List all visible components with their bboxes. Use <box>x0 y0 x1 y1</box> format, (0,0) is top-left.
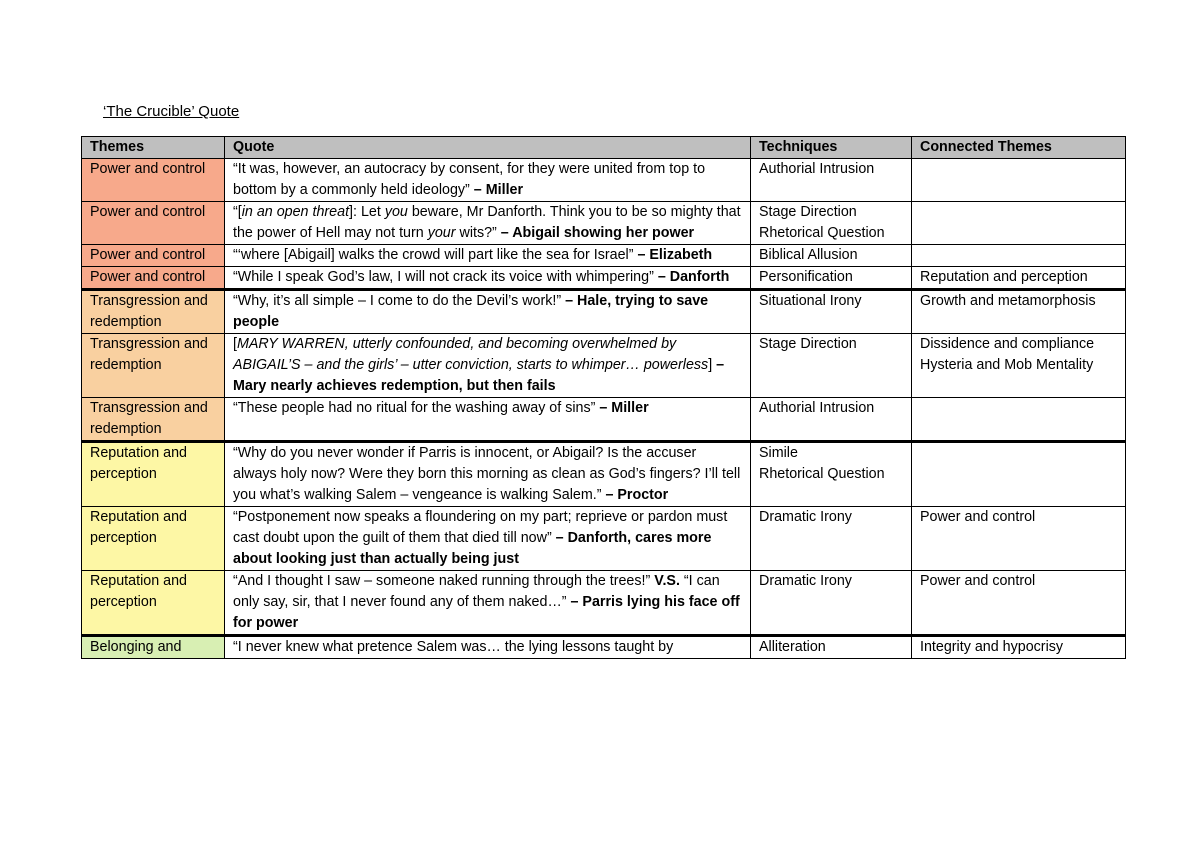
quote-text: “Postponement now speaks a floundering on my part; reprieve or pardon must cast doubt upon the guilt of them that died till now” <box>233 509 728 546</box>
table-row <box>82 571 1126 636</box>
technique-cell: Authorial Intrusion <box>751 398 912 442</box>
quote-cell <box>225 442 751 507</box>
quote-cell <box>225 159 751 202</box>
theme-cell: Power and control <box>82 159 225 202</box>
technique-cell: Dramatic Irony <box>751 571 912 636</box>
quote-text: “[ <box>233 204 242 220</box>
quote-cell <box>225 571 751 636</box>
table-row <box>82 442 1126 507</box>
theme-cell: Power and control <box>82 202 225 245</box>
quote-text: “And I thought I saw – someone naked running through the trees!” <box>233 573 655 589</box>
connected-cell: Integrity and hypocrisy <box>912 636 1126 659</box>
technique-cell: Authorial Intrusion <box>751 159 912 202</box>
quote-attribution: – Proctor <box>605 487 669 503</box>
quote-text: “‘where [Abigail] walks the crowd will part like the sea for Israel” <box>233 247 638 263</box>
table-row <box>82 267 1126 290</box>
connected-cell: Power and control <box>912 571 1126 636</box>
quote-attribution: – Danforth, cares more about looking just than actually being just <box>233 530 712 567</box>
connected-cell: Reputation and perception <box>912 267 1126 290</box>
quote-cell <box>225 507 751 571</box>
connected-cell <box>912 159 1126 202</box>
table-row <box>82 398 1126 442</box>
quote-attribution: – Hale, trying to save people <box>233 293 709 330</box>
quote-cell <box>225 334 751 398</box>
quote-attribution: – Mary nearly achieves redemption, but then fails <box>233 357 725 394</box>
header-row <box>82 137 1126 159</box>
quote-italic: your <box>427 225 456 241</box>
quote-cell <box>225 398 751 442</box>
technique-cell: Stage Direction <box>751 334 912 398</box>
theme-cell: Belonging and <box>82 636 225 659</box>
technique-item: Stage Direction <box>759 204 857 220</box>
quote-attribution: – Miller <box>599 400 649 416</box>
technique-cell: Alliteration <box>751 636 912 659</box>
quote-text: “While I speak God’s law, I will not crack its voice with whimpering” <box>233 269 658 285</box>
quote-text: ] <box>708 357 717 373</box>
table-row <box>82 636 1126 659</box>
quote-text: “Why, it’s all simple – I come to do the Devil’s work!” <box>233 293 566 309</box>
quote-text: [ <box>233 336 237 352</box>
technique-cell: Personification <box>751 267 912 290</box>
theme-cell: Power and control <box>82 245 225 267</box>
header-techniques: Techniques <box>751 137 912 159</box>
connected-cell: Power and control <box>912 507 1126 571</box>
quote-text: “I can only say, sir, that I never found any of them naked…” <box>233 573 720 610</box>
quote-cell <box>225 290 751 334</box>
technique-cell <box>751 202 912 245</box>
theme-cell: Reputation and perception <box>82 571 225 636</box>
technique-cell: Situational Irony <box>751 290 912 334</box>
quote-cell <box>225 202 751 245</box>
connected-cell: Growth and metamorphosis <box>912 290 1126 334</box>
quote-attribution: – Miller <box>473 182 524 198</box>
quote-text: “Why do you never wonder if Parris is innocent, or Abigail? Is the accuser always holy now? Were they born this morning as clean as God’s fingers? I’ll tell you what’s walking Salem – vengeance is walking Salem.” <box>233 445 741 503</box>
technique-cell: Dramatic Irony <box>751 507 912 571</box>
table-row <box>82 507 1126 571</box>
header-themes: Themes <box>82 137 225 159</box>
quote-cell <box>225 267 751 290</box>
technique-item: Simile <box>759 445 798 461</box>
theme-cell: Reputation and perception <box>82 507 225 571</box>
quote-table <box>81 136 1126 659</box>
quote-cell <box>225 245 751 267</box>
connected-cell <box>912 245 1126 267</box>
theme-cell: Transgression and redemption <box>82 290 225 334</box>
quote-italic: MARY WARREN, utterly confounded, and becoming overwhelmed by ABIGAIL’S – and the girls’ – utter conviction, starts to whimper… powerless <box>233 336 709 373</box>
quote-text: beware, Mr Danforth. Think you to be so mighty that the power of Hell may not turn <box>233 204 741 241</box>
quote-cell <box>225 636 751 659</box>
quote-text: “I never knew what pretence Salem was… the lying lessons taught by <box>233 639 674 655</box>
table-row <box>82 334 1126 398</box>
table-row <box>82 202 1126 245</box>
table-row <box>82 245 1126 267</box>
technique-item: Rhetorical Question <box>759 225 885 241</box>
theme-cell: Reputation and perception <box>82 442 225 507</box>
quote-text: “These people had no ritual for the washing away of sins” <box>233 400 600 416</box>
connected-item: Dissidence and compliance <box>920 336 1095 352</box>
quote-attribution: – Elizabeth <box>637 247 713 263</box>
quote-attribution: – Danforth <box>657 269 730 285</box>
quote-bold: V.S. <box>654 573 680 589</box>
theme-cell: Transgression and redemption <box>82 334 225 398</box>
technique-cell <box>751 442 912 507</box>
technique-item: Rhetorical Question <box>759 466 885 482</box>
theme-cell: Power and control <box>82 267 225 290</box>
header-quote: Quote <box>225 137 751 159</box>
theme-cell: Transgression and redemption <box>82 398 225 442</box>
quote-italic: you <box>384 204 408 220</box>
quote-text: “It was, however, an autocracy by consent, for they were united from top to bottom by a commonly held ideology” <box>233 161 706 198</box>
quote-text: wits?” <box>455 225 501 241</box>
quote-text: ]: Let <box>349 204 385 220</box>
connected-cell <box>912 442 1126 507</box>
connected-item: Hysteria and Mob Mentality <box>920 357 1094 373</box>
quote-italic: in an open threat <box>241 204 350 220</box>
table-row <box>82 159 1126 202</box>
quote-attribution: – Abigail showing her power <box>500 225 695 241</box>
connected-cell <box>912 398 1126 442</box>
table-row <box>82 290 1126 334</box>
quote-attribution: – Parris lying his face off for power <box>233 594 740 631</box>
connected-cell <box>912 202 1126 245</box>
document-title: ‘The Crucible’ Quote <box>103 103 240 120</box>
technique-cell: Biblical Allusion <box>751 245 912 267</box>
header-connected-themes: Connected Themes <box>912 137 1126 159</box>
connected-cell <box>912 334 1126 398</box>
